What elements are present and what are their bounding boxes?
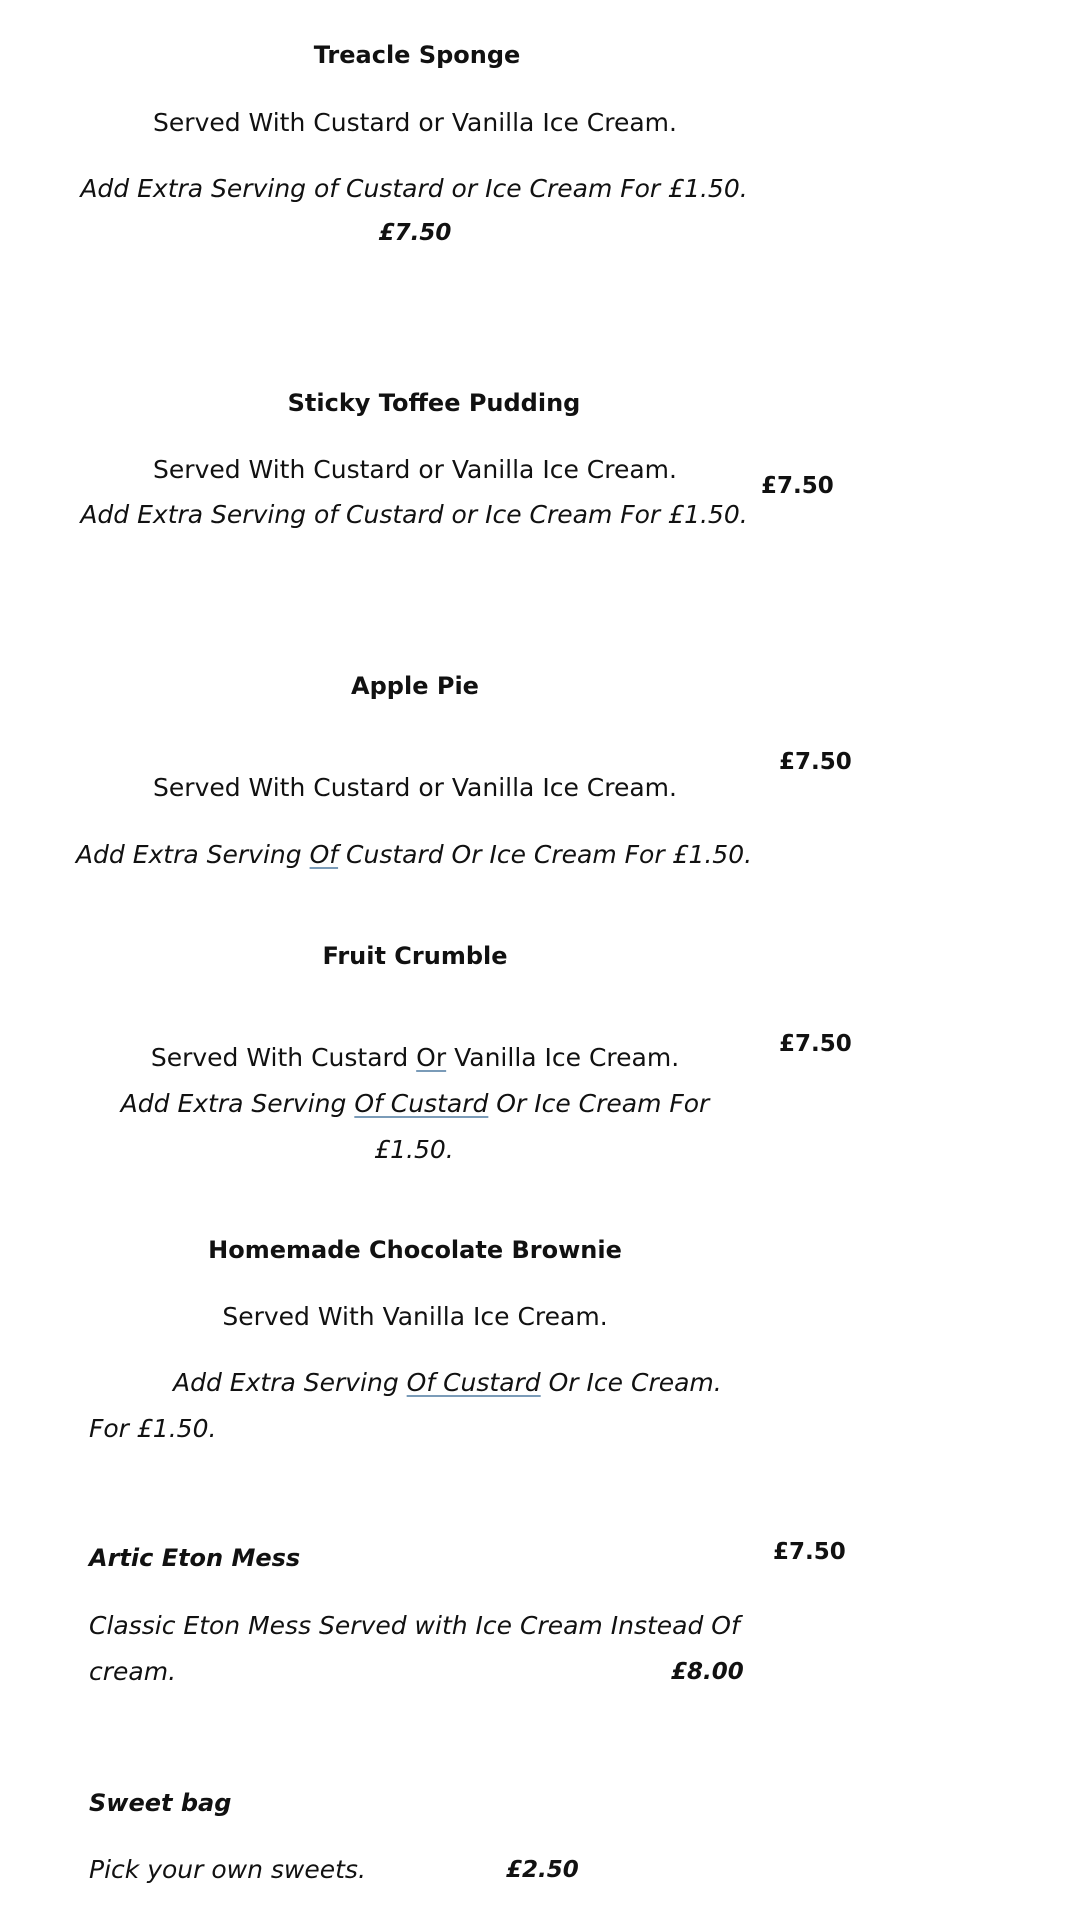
fruit-crumble-price: £7.50 [779,1031,852,1057]
fruit-crumble-extra-line2: £1.50. [374,1135,454,1164]
sticky-toffee-description: Served With Custard or Vanilla Ice Cream. [153,455,677,484]
brownie-title: Homemade Chocolate Brownie [208,1236,622,1264]
treacle-sponge-description: Served With Custard or Vanilla Ice Cream. [153,108,677,137]
sticky-toffee-title: Sticky Toffee Pudding [287,389,581,417]
eton-mess-price-top: £7.50 [773,1539,846,1565]
brownie-description: Served With Vanilla Ice Cream. [222,1302,608,1331]
apple-pie-description: Served With Custard or Vanilla Ice Cream. [153,773,677,802]
sticky-toffee-extra: Add Extra Serving of Custard or Ice Cream For £1.50. [80,500,748,529]
brownie-extra: Add Extra Serving Of Custard Or Ice Cream. [173,1368,722,1397]
eton-mess-price: £8.00 [671,1659,744,1685]
eton-mess-title: Artic Eton Mess [89,1544,301,1572]
brownie-extra-line2: For £1.50. [89,1414,217,1443]
treacle-sponge-extra: Add Extra Serving of Custard or Ice Cream For £1.50. [80,174,748,203]
sweet-bag-title: Sweet bag [89,1789,232,1817]
apple-pie-title: Apple Pie [351,672,479,700]
eton-mess-description: Classic Eton Mess Served with Ice Cream Instead Of [89,1611,740,1640]
treacle-sponge-title: Treacle Sponge [313,41,521,69]
sweet-bag-price: £2.50 [506,1857,579,1883]
fruit-crumble-extra: Add Extra Serving Of Custard Or Ice Cream For [120,1089,710,1118]
eton-mess-description-line2: cream. [89,1657,177,1686]
fruit-crumble-description: Served With Custard Or Vanilla Ice Cream. [150,1043,680,1072]
apple-pie-extra: Add Extra Serving Of Custard Or Ice Cream For £1.50. [75,840,753,869]
apple-pie-price: £7.50 [779,749,852,775]
treacle-sponge-price: £7.50 [378,220,452,246]
sweet-bag-description: Pick your own sweets. [89,1855,366,1884]
fruit-crumble-title: Fruit Crumble [322,942,508,970]
sticky-toffee-price: £7.50 [761,473,834,499]
